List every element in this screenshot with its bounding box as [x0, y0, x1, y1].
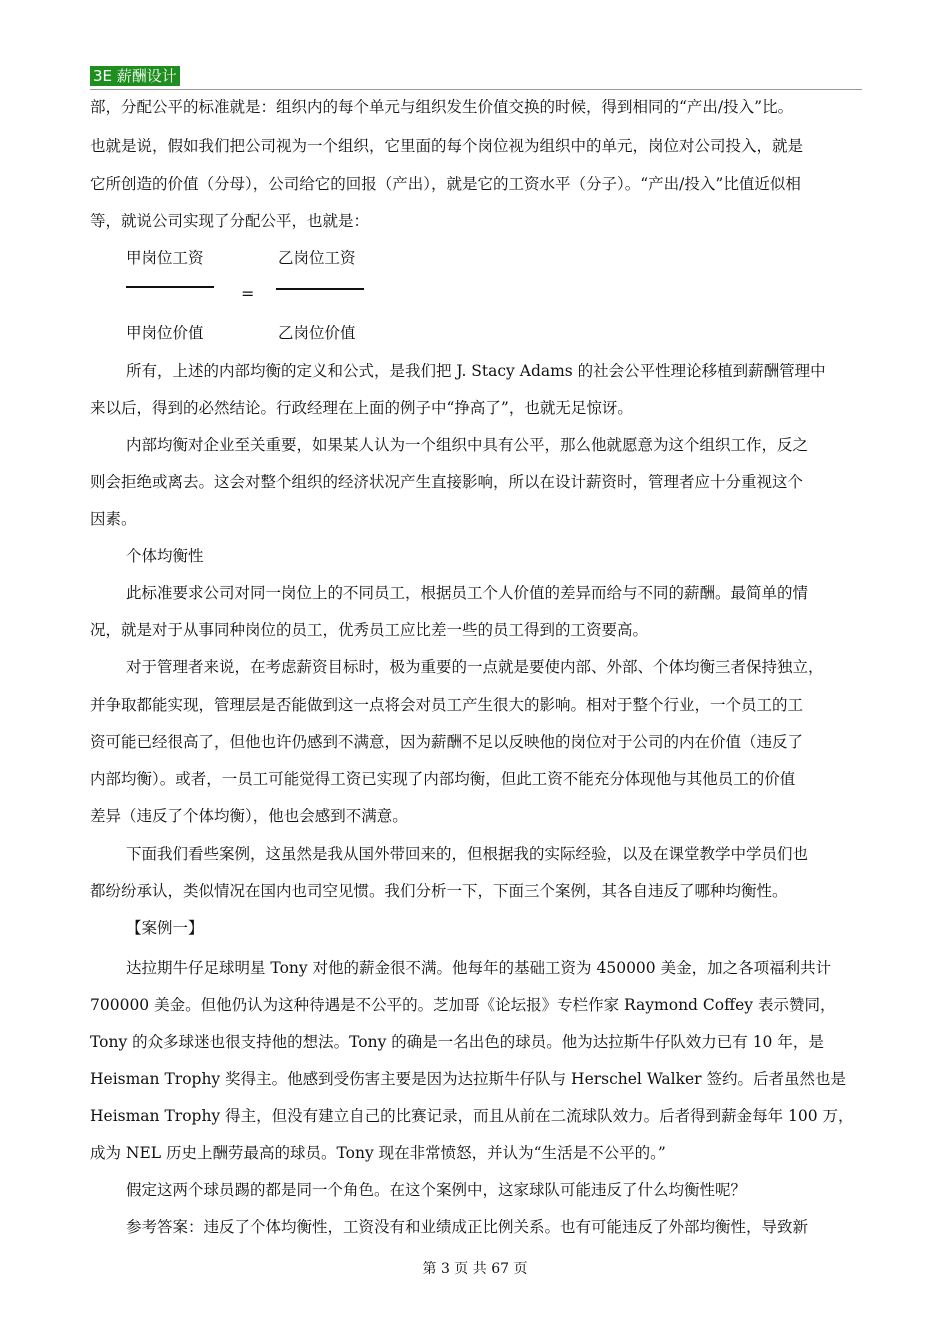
header-divider — [90, 89, 862, 90]
case-heading: 【案例一】 — [126, 919, 204, 937]
formula-denominator-b: 乙岗位价值 — [278, 324, 356, 342]
text-line: Heisman Trophy 奖得主。他感到受伤害主要是因为达拉斯牛仔队与 Herschel Walker 签约。后者虽然也是 — [90, 1070, 847, 1088]
text-line: 对于管理者来说，在考虑薪资目标时，极为重要的一点就是要使内部、外部、个体均衡三者保持独立， — [126, 658, 824, 676]
text-line: 内部均衡对企业至关重要，如果某人认为一个组织中具有公平，那么他就愿意为这个组织工作，反之 — [126, 436, 809, 454]
text-line: Tony 的众多球迷也很支持他的想法。Tony 的确是一名出色的球员。他为达拉斯牛仔队效力已有 10 年，是 — [90, 1033, 824, 1051]
text-line: 来以后，得到的必然结论。行政经理在上面的例子中“挣高了”，也就无足惊讶。 — [90, 399, 633, 417]
text-line: 并争取都能实现，管理层是否能做到这一点将会对员工产生很大的影响。相对于整个行业，一个员工的工 — [90, 696, 804, 714]
text-line: 部，分配公平的标准就是：组织内的每个单元与组织发生价值交换的时候，得到相同的“产出/投入”比。 — [90, 98, 794, 116]
text-line: 资可能已经很高了，但他也许仍感到不满意，因为薪酬不足以反映他的岗位对于公司的内在价值（违反了 — [90, 733, 804, 751]
formula-numerator-a: 甲岗位工资 — [126, 249, 204, 267]
text-line: 成为 NEL 历史上酬劳最高的球员。Tony 现在非常愤怒，并认为“生活是不公平的。” — [90, 1144, 666, 1162]
text-line: 都纷纷承认，类似情况在国内也司空见惯。我们分析一下，下面三个案例，其各自违反了哪种均衡性。 — [90, 882, 788, 900]
text-line: 700000 美金。但他仍认为这种待遇是不公平的。芝加哥《论坛报》专栏作家 Raymond Coffey 表示赞同， — [90, 996, 836, 1014]
equals-sign: = — [241, 284, 255, 303]
text-line: 此标准要求公司对同一岗位上的不同员工，根据员工个人价值的差异而给与不同的薪酬。最简单的情 — [126, 584, 809, 602]
text-line: Heisman Trophy 得主，但没有建立自己的比赛记录，而且从前在二流球队效力。后者得到薪金每年 100 万， — [90, 1107, 854, 1125]
page-footer: 第 3 页 共 67 页 — [422, 1261, 528, 1277]
fraction-bar-b — [276, 288, 364, 290]
text-line: 也就是说，假如我们把公司视为一个组织，它里面的每个岗位视为组织中的单元，岗位对公司投入，就是 — [90, 137, 804, 155]
text-line: 况，就是对于从事同种岗位的员工，优秀员工应比差一些的员工得到的工资要高。 — [90, 621, 649, 639]
formula-denominator-a: 甲岗位价值 — [126, 324, 204, 342]
fraction-bar-a — [126, 286, 214, 288]
text-line: 参考答案：违反了个体均衡性，工资没有和业绩成正比例关系。也有可能违反了外部均衡性，导致新 — [126, 1218, 809, 1236]
formula-numerator-b: 乙岗位工资 — [278, 249, 356, 267]
text-line: 假定这两个球员踢的都是同一个角色。在这个案例中，这家球队可能违反了什么均衡性呢？ — [126, 1181, 747, 1199]
text-line: 差异（违反了个体均衡），他也会感到不满意。 — [90, 807, 408, 825]
text-line: 则会拒绝或离去。这会对整个组织的经济状况产生直接影响，所以在设计薪资时，管理者应十分重视这个 — [90, 473, 804, 491]
section-heading: 个体均衡性 — [126, 547, 204, 565]
text-line: 它所创造的价值（分母），公司给它的回报（产出），就是它的工资水平（分子）。“产出/投入”比值近似相 — [90, 175, 801, 193]
text-line: 等，就说公司实现了分配公平，也就是： — [90, 212, 370, 230]
text-line: 内部均衡）。或者，一员工可能觉得工资已实现了内部均衡，但此工资不能充分体现他与其他员工的价值 — [90, 770, 796, 788]
header-badge: 3E 薪酬设计 — [90, 66, 180, 86]
text-line: 达拉期牛仔足球明星 Tony 对他的薪金很不满。他每年的基础工资为 450000 美金，加之各项福利共计 — [126, 959, 832, 977]
text-line: 因素。 — [90, 510, 137, 528]
text-line: 下面我们看些案例，这虽然是我从国外带回来的，但根据我的实际经验，以及在课堂教学中学员们也 — [126, 845, 809, 863]
text-line: 所有，上述的内部均衡的定义和公式，是我们把 J. Stacy Adams 的社会公平性理论移植到薪酬管理中 — [126, 362, 826, 380]
